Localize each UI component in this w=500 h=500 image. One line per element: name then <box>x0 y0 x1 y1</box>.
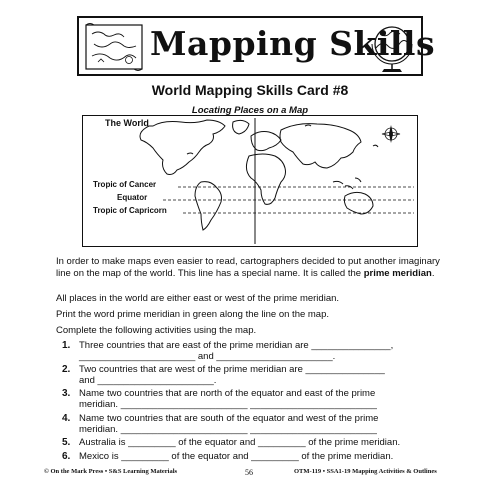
question-text: Mexico is _________ of the equator and _________ of the prime meridian. <box>79 451 394 462</box>
question-number: 6. <box>62 451 71 462</box>
footer-publisher: © On the Mark Press • S&S Learning Materials <box>44 468 178 475</box>
question-number: 2. <box>62 364 71 375</box>
question-line: and ______________________. <box>79 375 217 386</box>
equator-label: Equator <box>117 193 148 202</box>
intro-paragraph <box>56 256 456 279</box>
question-line: Name two countries that are north of the equator and east of the prime <box>79 388 376 399</box>
question-number: 4. <box>62 413 71 424</box>
question-number: 5. <box>62 437 71 448</box>
map-subtitle: Locating Places on a Map <box>191 105 309 116</box>
question-text <box>79 340 449 362</box>
page-title: Mapping Skills <box>150 24 436 63</box>
intro-end: . <box>431 267 435 279</box>
question-line: ______________________ and ______________________. <box>79 351 336 362</box>
question-text <box>79 364 449 386</box>
tropic-of-cancer-label: Tropic of Cancer <box>93 180 157 189</box>
question-line: Name two countries that are south of the equator and west of the prime <box>79 413 379 424</box>
map-heading: The World <box>105 118 149 128</box>
tropic-of-capricorn-label: Tropic of Capricorn <box>93 206 167 215</box>
east-west-sentence: All places in the world are either east or west of the prime meridian. <box>56 293 340 304</box>
question-line: Two countries that are west of the prime meridian are _______________ <box>79 364 385 375</box>
footer-series: OTM-119 • SSA1-19 Mapping Activities & Outlines <box>294 468 437 475</box>
question-line: Three countries that are east of the prime meridian are _______________, <box>79 340 394 351</box>
prime-meridian-term: prime meridian <box>363 267 432 279</box>
question-text <box>79 413 449 435</box>
world-map <box>82 115 418 247</box>
question-line: meridian. ________________________ ________________________ <box>79 399 377 410</box>
intro-text: In order to make maps even easier to read, cartographers decided to put another imaginary line on the map of the world. This line has a special name. It is called the <box>56 256 440 279</box>
question-text <box>79 388 449 410</box>
print-instruction: Print the word prime meridian in green along the line on the map. <box>56 309 330 320</box>
question-number: 1. <box>62 340 71 351</box>
footer-page-number: 56 <box>245 468 253 477</box>
card-title: World Mapping Skills Card #8 <box>151 82 349 98</box>
old-map-illustration-icon <box>84 22 144 72</box>
question-number: 3. <box>62 388 71 399</box>
compass-rose-icon <box>381 124 401 144</box>
question-text: Australia is _________ of the equator and _________ of the prime meridian. <box>79 437 401 448</box>
question-line: meridian. ________________________ ________________________ <box>79 424 377 435</box>
complete-instruction: Complete the following activities using the map. <box>56 325 257 336</box>
